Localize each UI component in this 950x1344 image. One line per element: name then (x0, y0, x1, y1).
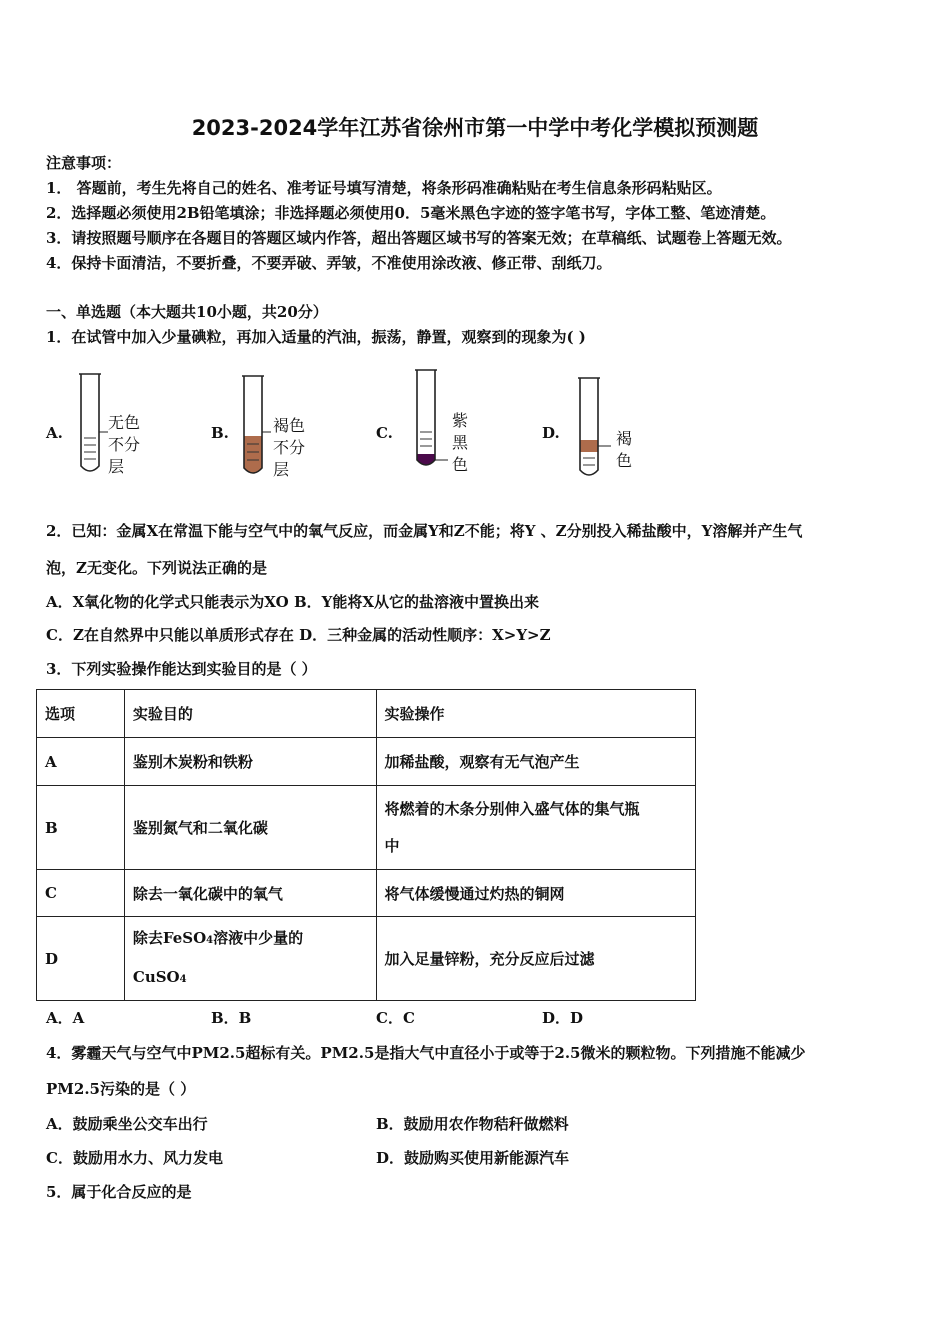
test-tube-a-icon (78, 372, 102, 478)
table-header: 实验目的 (124, 690, 376, 738)
q4-option: B．鼓励用农作物秸秆做燃料 (376, 1115, 569, 1133)
q3-stem: 3．下列实验操作能达到实验目的是（ ） (46, 660, 317, 678)
q3-option: D．D (542, 1009, 584, 1027)
table-row (37, 738, 696, 786)
table-cell: 除去一氧化碳中的氧气 (124, 870, 376, 917)
test-tube-d-icon (577, 376, 601, 482)
q1-option-c-label: C. (376, 424, 393, 442)
section-heading: 一、单选题（本大题共10小题，共20分） (46, 303, 328, 321)
q1-option-a-label: A. (46, 424, 63, 442)
notice-item: 3．请按照题号顺序在各题目的答题区域内作答，超出答题区域书写的答案无效；在草稿纸、试题卷上答题无效。 (46, 229, 792, 247)
q5-stem: 5．属于化合反应的是 (46, 1183, 192, 1201)
q3-option: C．C (376, 1009, 415, 1027)
q1-option-d-label: D. (542, 424, 560, 442)
table-cell: 将气体缓慢通过灼热的铜网 (376, 870, 695, 917)
q1-option-a-text: 无色 不分 层 (108, 413, 141, 476)
table-row (37, 870, 696, 917)
table-header-row (37, 690, 696, 738)
q1-option-b-text: 褐色 不分 层 (273, 416, 306, 479)
page-title: 2023-2024学年江苏省徐州市第一中学中考化学模拟预测题 (191, 116, 759, 140)
q4-option: D．鼓励购买使用新能源汽车 (376, 1149, 570, 1167)
table-cell: 加稀盐酸，观察有无气泡产生 (376, 738, 695, 786)
table-cell: B (37, 786, 125, 870)
q2-stem-cont: 泡，Z无变化。下列说法正确的是 (46, 559, 267, 577)
test-tube-c-icon (414, 368, 438, 472)
q2-options-row: A．X氧化物的化学式只能表示为XO B．Y能将X从它的盐溶液中置换出来 (46, 593, 539, 611)
q4-stem-cont: PM2.5污染的是（ ） (46, 1080, 196, 1098)
test-tube-b-icon (241, 374, 265, 480)
table-cell: 将燃着的木条分别伸入盛气体的集气瓶 中 (376, 786, 695, 870)
table-row (37, 786, 696, 870)
q1-stem: 1．在试管中加入少量碘粒，再加入适量的汽油，振荡，静置，观察到的现象为( ) (46, 328, 586, 346)
table-header: 选项 (37, 690, 125, 738)
table-cell: 除去FeSO4溶液中少量的 CuSO4 (124, 917, 376, 1001)
q4-option: A．鼓励乘坐公交车出行 (46, 1115, 208, 1133)
q2-stem: 2．已知：金属X在常温下能与空气中的氧气反应，而金属Y和Z不能；将Y 、Z分别投入稀盐酸中，Y溶解并产生气 (46, 522, 803, 540)
table-cell: D (37, 917, 125, 1001)
table-cell: 加入足量锌粉，充分反应后过滤 (376, 917, 695, 1001)
notice-item: 1． 答题前，考生先将自己的姓名、准考证号填写清楚，将条形码准确粘贴在考生信息条形码粘贴区。 (46, 179, 722, 197)
q3-table (36, 689, 696, 1001)
notice-item: 2．选择题必须使用2B铅笔填涂；非选择题必须使用0．5毫米黑色字迹的签字笔书写，字体工整、笔迹清楚。 (46, 204, 776, 222)
table-cell: 鉴别木炭粉和铁粉 (124, 738, 376, 786)
table-cell: A (37, 738, 125, 786)
notice-heading: 注意事项： (46, 154, 122, 172)
q1-option-b-label: B. (211, 424, 229, 442)
table-cell: 鉴别氮气和二氧化碳 (124, 786, 376, 870)
q2-options-row: C．Z在自然界中只能以单质形式存在 D．三种金属的活动性顺序：X>Y>Z (46, 626, 551, 644)
q1-option-c-text: 紫 黑 色 (452, 411, 469, 474)
table-cell: C (37, 870, 125, 917)
q4-stem: 4．雾霾天气与空气中PM2.5超标有关。PM2.5是指大气中直径小于或等于2.5微米的颗粒物。下列措施不能减少 (46, 1044, 806, 1062)
table-header: 实验操作 (376, 690, 695, 738)
q3-option: A．A (46, 1009, 85, 1027)
table-row (37, 917, 696, 1001)
q4-option: C．鼓励用水力、风力发电 (46, 1149, 223, 1167)
notice-item: 4．保持卡面清洁，不要折叠，不要弄破、弄皱，不准使用涂改液、修正带、刮纸刀。 (46, 254, 612, 272)
q3-option: B．B (211, 1009, 252, 1027)
q1-option-d-text: 褐 色 (616, 429, 633, 470)
